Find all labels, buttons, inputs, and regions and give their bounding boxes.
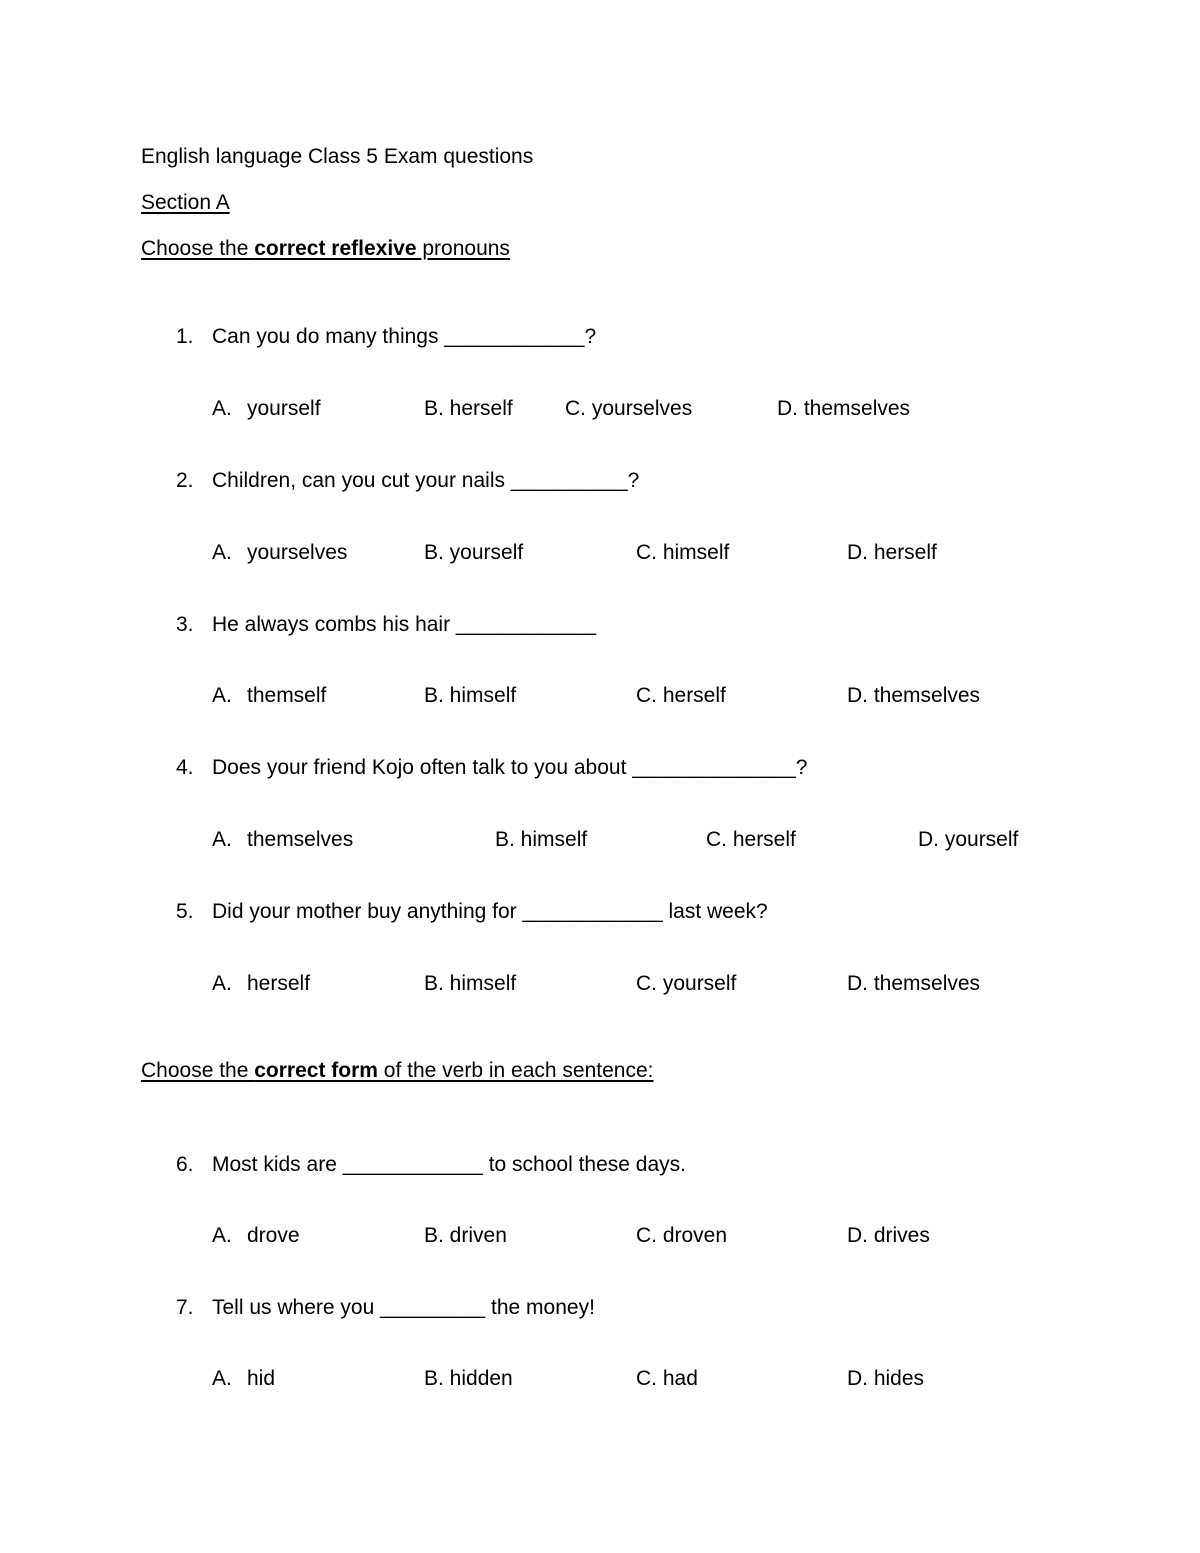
question-number: 3. xyxy=(176,613,194,636)
option-c[interactable]: C. yourselves xyxy=(565,397,693,420)
option-a[interactable]: yourself xyxy=(247,397,321,420)
option-a[interactable]: drove xyxy=(247,1224,300,1247)
instruction-reflexive xyxy=(141,236,510,262)
option-letter-a: A. xyxy=(212,397,232,420)
question-text: Did your mother buy anything for ____________ last week? xyxy=(212,900,768,923)
option-a[interactable]: themselves xyxy=(247,828,354,851)
option-c[interactable]: C. herself xyxy=(706,828,796,851)
option-b[interactable]: B. himself xyxy=(424,972,517,995)
option-c[interactable]: C. droven xyxy=(636,1224,728,1247)
option-d[interactable]: D. themselves xyxy=(847,684,981,707)
option-b[interactable]: B. yourself xyxy=(424,541,524,564)
option-b[interactable]: B. driven xyxy=(424,1224,507,1247)
option-d[interactable]: D. hides xyxy=(847,1367,925,1390)
instruction-reflexive-bold: correct reflexive xyxy=(254,237,417,260)
option-c[interactable]: C. herself xyxy=(636,684,726,707)
instruction-verb-post: of the verb in each sentence: xyxy=(377,1059,654,1082)
option-d[interactable]: D. themselves xyxy=(847,972,981,995)
option-d[interactable]: D. yourself xyxy=(918,828,1019,851)
option-b[interactable]: B. himself xyxy=(495,828,588,851)
option-c[interactable]: C. yourself xyxy=(636,972,737,995)
question-number: 7. xyxy=(176,1296,194,1319)
question-number: 1. xyxy=(176,325,194,348)
option-a[interactable]: themself xyxy=(247,684,327,707)
section-heading: Section A xyxy=(141,191,230,214)
option-c[interactable]: C. himself xyxy=(636,541,730,564)
question-number: 2. xyxy=(176,469,194,492)
option-a[interactable]: hid xyxy=(247,1367,276,1390)
option-letter-a: A. xyxy=(212,972,232,995)
question-number: 6. xyxy=(176,1153,194,1176)
instruction-reflexive-post: pronouns xyxy=(416,237,510,260)
option-letter-a: A. xyxy=(212,541,232,564)
question-text: Can you do many things ____________? xyxy=(212,325,597,348)
question-text: Tell us where you _________ the money! xyxy=(212,1296,595,1319)
option-d[interactable]: D. drives xyxy=(847,1224,930,1247)
option-b[interactable]: B. himself xyxy=(424,684,517,707)
option-a[interactable]: herself xyxy=(247,972,311,995)
question-text: Children, can you cut your nails __________? xyxy=(212,469,640,492)
instruction-reflexive-pre: Choose the xyxy=(141,237,255,260)
option-a[interactable]: yourselves xyxy=(247,541,348,564)
option-d[interactable]: D. themselves xyxy=(777,397,911,420)
question-text: Most kids are ____________ to school these days. xyxy=(212,1153,686,1176)
instruction-verb-pre: Choose the xyxy=(141,1059,255,1082)
document-title: English language Class 5 Exam questions xyxy=(141,145,534,168)
instruction-verb-bold: correct form xyxy=(254,1059,378,1082)
option-b[interactable]: B. hidden xyxy=(424,1367,513,1390)
question-number: 4. xyxy=(176,756,194,779)
option-b[interactable]: B. herself xyxy=(424,397,513,420)
option-letter-a: A. xyxy=(212,1224,232,1247)
option-letter-a: A. xyxy=(212,828,232,851)
option-letter-a: A. xyxy=(212,1367,232,1390)
option-c[interactable]: C. had xyxy=(636,1367,698,1390)
instruction-verb-form xyxy=(141,1058,653,1084)
question-text: Does your friend Kojo often talk to you about ______________? xyxy=(212,756,808,779)
question-text: He always combs his hair ____________ xyxy=(212,613,597,636)
option-letter-a: A. xyxy=(212,684,232,707)
option-d[interactable]: D. herself xyxy=(847,541,937,564)
question-number: 5. xyxy=(176,900,194,923)
